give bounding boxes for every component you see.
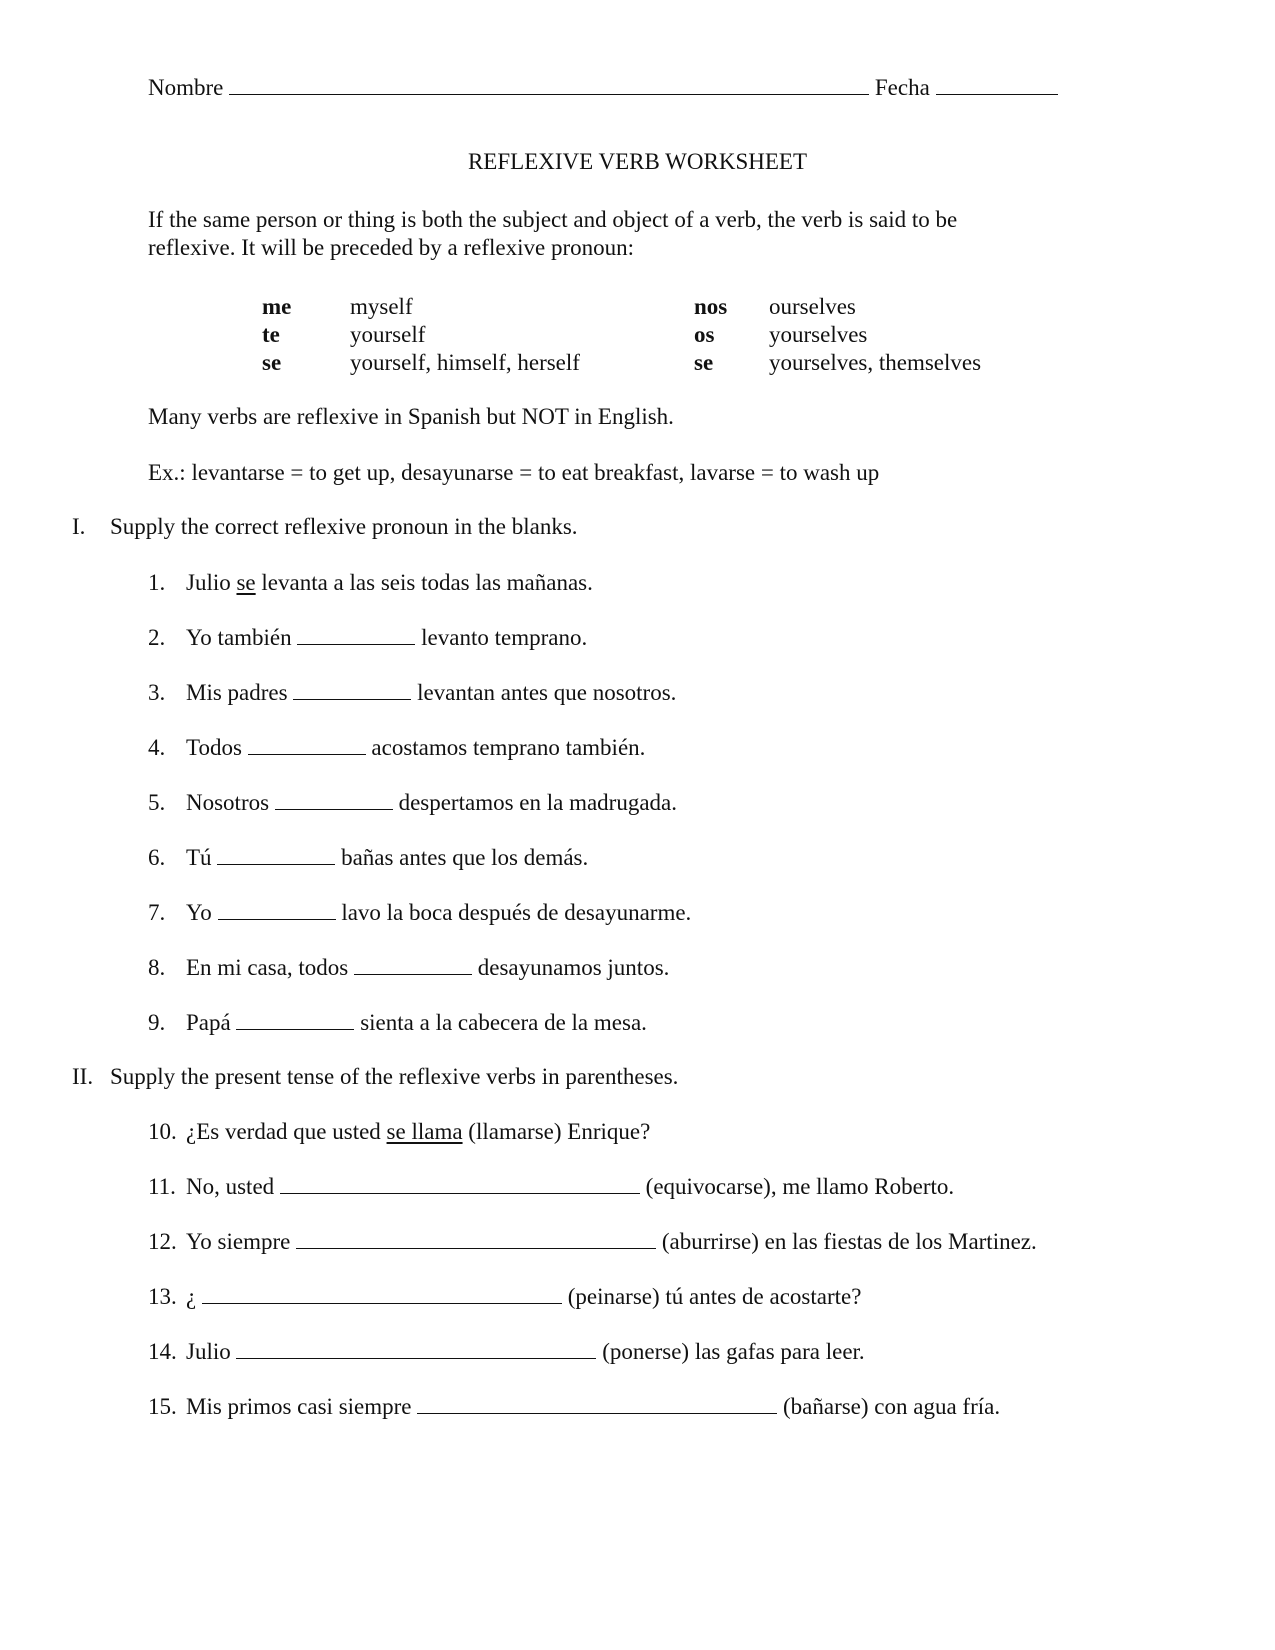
item-text-after: desayunamos juntos. [477, 955, 670, 980]
name-label: Nombre [148, 75, 224, 100]
intro-line-1: If the same person or thing is both the subject and object of a verb, the verb is said to be [148, 207, 958, 232]
item-text-after: (equivocarse), me llamo Roberto. [645, 1174, 955, 1199]
item-text-after: levantan antes que nosotros. [417, 680, 677, 705]
item-text-after: acostamos temprano también. [371, 735, 646, 760]
answer-blank[interactable] [275, 789, 393, 810]
item-number: 14. [148, 1339, 177, 1364]
item-text-after: levanta a las seis todas las mañanas. [261, 570, 593, 595]
item-number: 9. [148, 1010, 166, 1035]
pronoun-row [262, 293, 981, 321]
section-2-heading [72, 1063, 678, 1091]
item-number: 6. [148, 845, 166, 870]
pronoun-spanish: te [262, 322, 280, 347]
item-number: 7. [148, 900, 166, 925]
answer-example: se [236, 570, 256, 595]
section-2-title: Supply the present tense of the reflexive verbs in parentheses. [110, 1064, 679, 1089]
item-text-before: Julio [186, 570, 231, 595]
item-text-before: Papá [186, 1010, 231, 1035]
pronoun-spanish: nos [694, 294, 728, 319]
pronoun-spanish: se [694, 350, 714, 375]
answer-blank[interactable] [296, 1228, 656, 1249]
pronoun-english: myself [350, 294, 413, 319]
exercise-item [148, 1009, 647, 1037]
intro-line-2: reflexive. It will be preceded by a reflexive pronoun: [148, 235, 634, 260]
answer-blank[interactable] [293, 679, 411, 700]
answer-blank[interactable] [297, 624, 415, 645]
pronoun-english: yourself, himself, herself [350, 350, 580, 375]
item-text-after: despertamos en la madrugada. [398, 790, 678, 815]
item-text-after: (aburrirse) en las fiestas de los Martinez. [661, 1229, 1037, 1254]
item-number: 13. [148, 1284, 177, 1309]
item-text-after: (bañarse) con agua fría. [783, 1394, 1001, 1419]
pronoun-english: yourself [350, 322, 426, 347]
answer-blank[interactable] [354, 954, 472, 975]
item-number: 5. [148, 790, 166, 815]
answer-blank[interactable] [202, 1283, 562, 1304]
item-text-after: (llamarse) Enrique? [468, 1119, 651, 1144]
item-text-before: Yo también [186, 625, 292, 650]
answer-blank[interactable] [417, 1393, 777, 1414]
item-text-before: ¿ [186, 1284, 197, 1309]
exercise-item [148, 1283, 861, 1311]
item-text-after: levanto temprano. [421, 625, 588, 650]
item-text-after: (ponerse) las gafas para leer. [602, 1339, 865, 1364]
item-text-before: Mis primos casi siempre [186, 1394, 412, 1419]
item-number: 4. [148, 735, 166, 760]
pronoun-row [262, 349, 981, 377]
answer-blank[interactable] [236, 1009, 354, 1030]
exercise-item [148, 954, 669, 982]
worksheet-title: REFLEXIVE VERB WORKSHEET [467, 149, 808, 174]
item-text-before: ¿Es verdad que usted [186, 1119, 381, 1144]
pronoun-spanish: me [262, 294, 292, 319]
pronoun-row [262, 321, 981, 349]
item-text-after: bañas antes que los demás. [341, 845, 589, 870]
item-text-before: No, usted [186, 1174, 275, 1199]
pronoun-spanish: se [262, 350, 282, 375]
answer-example: se llama [386, 1119, 463, 1144]
pronoun-english: ourselves [769, 294, 856, 319]
item-text-after: sienta a la cabecera de la mesa. [360, 1010, 647, 1035]
item-number: 11. [148, 1174, 176, 1199]
pronoun-table [262, 293, 981, 377]
answer-blank[interactable] [236, 1338, 596, 1359]
answer-blank[interactable] [280, 1173, 640, 1194]
item-text-after: (peinarse) tú antes de acostarte? [567, 1284, 862, 1309]
exercise-item [148, 1338, 865, 1366]
pronoun-english: yourselves [769, 322, 868, 347]
exercise-item [148, 679, 676, 707]
date-label: Fecha [874, 75, 930, 100]
item-text-before: Julio [186, 1339, 231, 1364]
exercise-item [148, 1173, 954, 1201]
item-text-after: lavo la boca después de desayunarme. [341, 900, 692, 925]
exercise-item [148, 624, 587, 652]
exercise-item [148, 789, 677, 817]
item-text-before: Mis padres [186, 680, 288, 705]
pronoun-english: yourselves, themselves [769, 350, 982, 375]
item-text-before: Yo siempre [186, 1229, 291, 1254]
item-text-before: Nosotros [186, 790, 270, 815]
exercise-item [148, 569, 593, 597]
exercise-item [148, 1118, 650, 1146]
item-text-before: En mi casa, todos [186, 955, 349, 980]
header-row [148, 74, 1058, 102]
exercise-item [148, 734, 645, 762]
exercise-item [148, 899, 691, 927]
answer-blank[interactable] [248, 734, 366, 755]
item-number: 1. [148, 570, 166, 595]
name-field[interactable] [229, 74, 869, 95]
section-2-numeral: II. [72, 1064, 94, 1089]
exercise-item [148, 1393, 1000, 1421]
date-field[interactable] [936, 74, 1058, 95]
note-text: Many verbs are reflexive in Spanish but NOT in English. [148, 404, 674, 429]
exercise-item [148, 844, 588, 872]
item-text-before: Yo [186, 900, 212, 925]
answer-blank[interactable] [218, 899, 336, 920]
item-text-before: Tú [186, 845, 212, 870]
item-number: 8. [148, 955, 166, 980]
section-1-title: Supply the correct reflexive pronoun in the blanks. [110, 514, 578, 539]
item-text-before: Todos [186, 735, 242, 760]
item-number: 2. [148, 625, 166, 650]
item-number: 3. [148, 680, 166, 705]
answer-blank[interactable] [217, 844, 335, 865]
exercise-item [148, 1228, 1037, 1256]
example-text: Ex.: levantarse = to get up, desayunarse = to eat breakfast, lavarse = to wash up [148, 460, 880, 485]
item-number: 15. [148, 1394, 177, 1419]
item-number: 12. [148, 1229, 177, 1254]
section-1-heading [72, 513, 578, 541]
item-number: 10. [148, 1119, 177, 1144]
section-1-numeral: I. [72, 514, 86, 539]
pronoun-spanish: os [694, 322, 715, 347]
